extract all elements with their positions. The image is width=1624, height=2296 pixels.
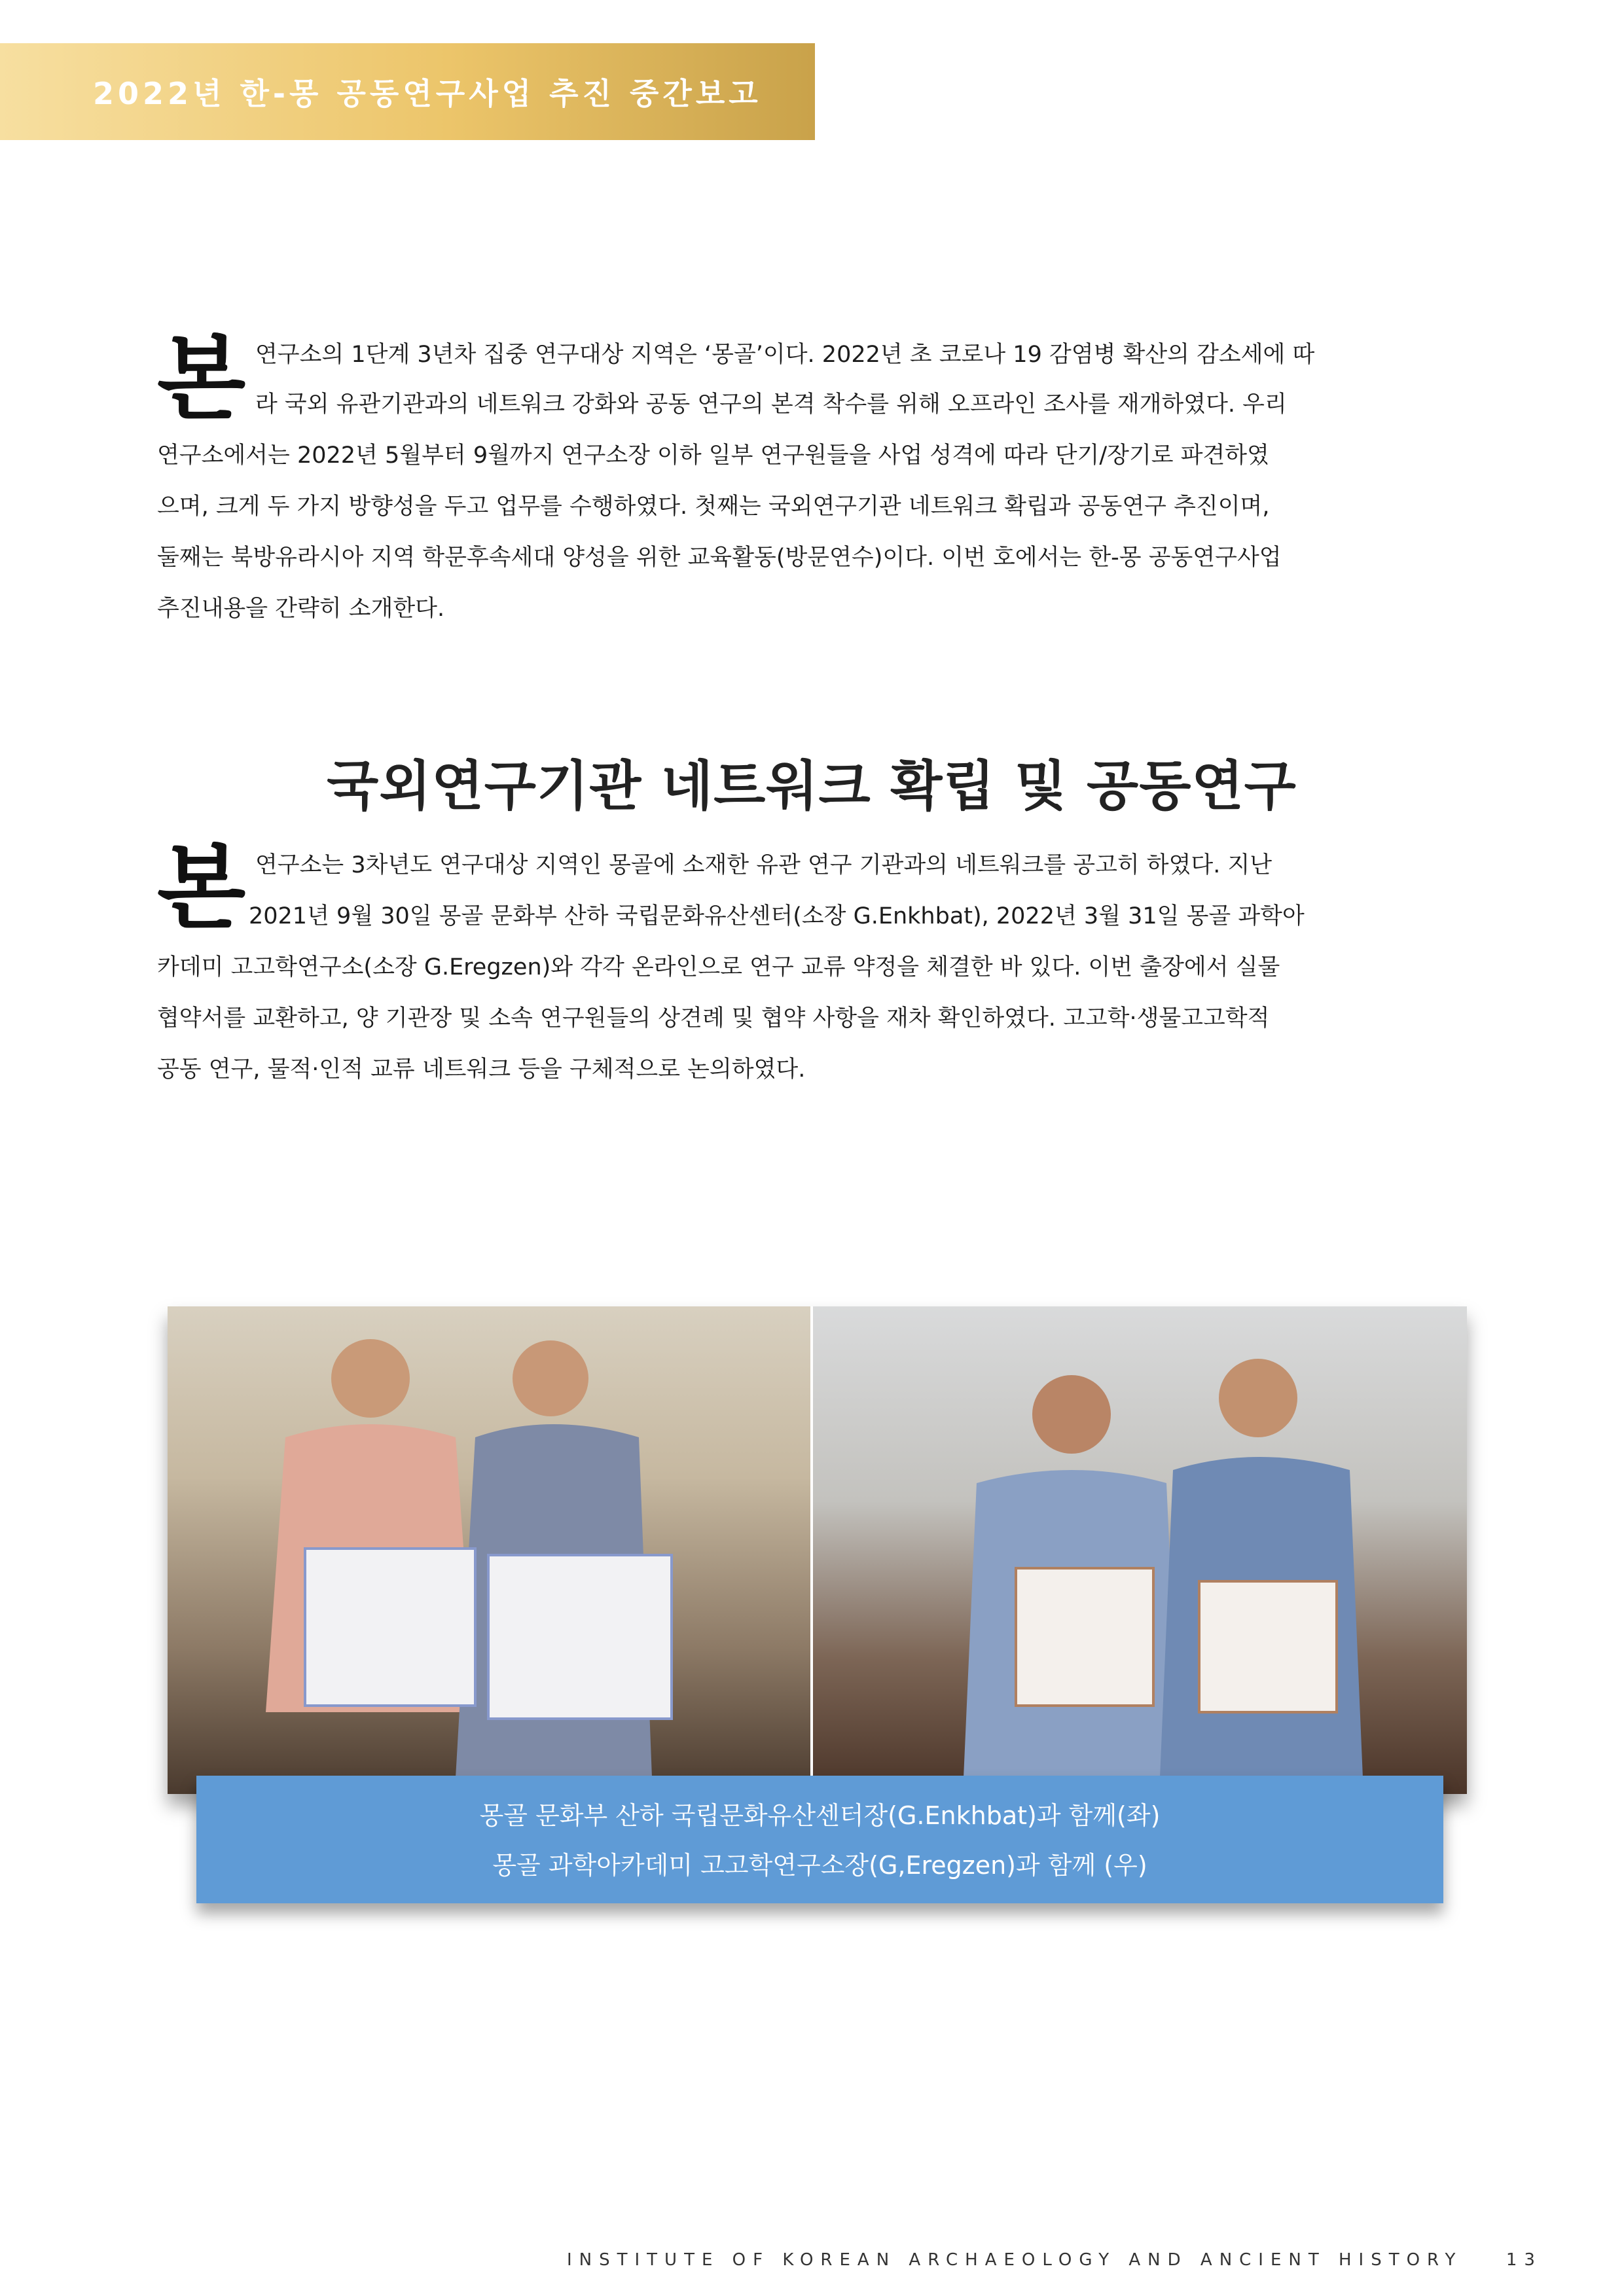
intro-line-4: 으며, 크게 두 가지 방향성을 두고 업무를 수행하였다. 첫째는 국외연구기관 네트워크 확립과 공동연구 추진이며, — [157, 493, 1270, 520]
person-head — [1219, 1359, 1297, 1437]
caption-line-right: 몽골 과학아카데미 고고학연구소장(G,Eregzen)과 함께 (우) — [492, 1851, 1147, 1880]
intro-paragraph — [157, 321, 1466, 661]
photo-right-figures — [813, 1306, 1467, 1794]
intro-line-5: 둘째는 북방유라시아 지역 학문후속세대 양성을 위한 교육활동(방문연수)이다. 이번 호에서는 한-몽 공동연구사업 — [157, 545, 1282, 571]
section-line-2: 2021년 9월 30일 몽골 문화부 산하 국립문화유산센터(소장 G.Enkhbat), 2022년 3월 31일 몽골 과학아 — [249, 903, 1305, 929]
page-number: 13 — [1506, 2250, 1542, 2270]
section-paragraph — [157, 831, 1466, 1132]
report-title: 2022년 한-몽 공동연구사업 추진 중간보고 — [93, 76, 762, 111]
intro-line-1: 연구소의 1단계 3년차 집중 연구대상 지역은 ‘몽골’이다. 2022년 초 코로나 19 감염병 확산의 감소세에 따 — [255, 342, 1315, 368]
section-dropcap: 본 — [157, 835, 244, 942]
photo-left — [168, 1306, 810, 1794]
photo-caption — [196, 1776, 1443, 1903]
person-head — [1032, 1375, 1111, 1454]
intro-line-6: 추진내용을 간략히 소개한다. — [157, 596, 445, 622]
section-line-4: 협약서를 교환하고, 양 기관장 및 소속 연구원들의 상견례 및 협약 사항을 재차 확인하였다. 고고학·생물고고학적 — [157, 1005, 1270, 1031]
person-head — [513, 1340, 588, 1416]
photo-right — [813, 1306, 1467, 1794]
section-line-5: 공동 연구, 물적·인적 교류 네트워크 등을 구체적으로 논의하였다. — [157, 1056, 806, 1083]
intro-dropcap: 본 — [157, 326, 244, 433]
footer-institute: INSTITUTE OF KOREAN ARCHAEOLOGY AND ANCIENT HISTORY — [567, 2250, 1463, 2270]
header-band — [0, 43, 815, 140]
photo-left-figures — [168, 1306, 810, 1794]
section-line-3: 카데미 고고학연구소(소장 G.Eregzen)와 각각 온라인으로 연구 교류 약정을 체결한 바 있다. 이번 출장에서 실물 — [157, 954, 1280, 980]
agreement-document — [1199, 1581, 1337, 1712]
person-head — [331, 1339, 410, 1418]
intro-line-3: 연구소에서는 2022년 5월부터 9월까지 연구소장 이하 일부 연구원들을 사업 성격에 따라 단기/장기로 파견하였 — [157, 442, 1269, 469]
caption-line-left: 몽골 문화부 산하 국립문화유산센터장(G.Enkhbat)과 함께(좌) — [479, 1801, 1161, 1830]
section-title: 국외연구기관 네트워크 확립 및 공동연구 — [327, 755, 1297, 817]
page-footer — [567, 2250, 1542, 2270]
agreement-document — [488, 1555, 672, 1719]
section-line-1: 연구소는 3차년도 연구대상 지역인 몽골에 소재한 유관 연구 기관과의 네트워크를 공고히 하였다. 지난 — [255, 852, 1272, 878]
agreement-document — [1016, 1568, 1153, 1706]
photo-frame — [168, 1306, 1467, 1794]
agreement-document — [305, 1549, 475, 1706]
intro-line-2: 라 국외 유관기관과의 네트워크 강화와 공동 연구의 본격 착수를 위해 오프라인 조사를 재개하였다. 우리 — [255, 391, 1287, 418]
